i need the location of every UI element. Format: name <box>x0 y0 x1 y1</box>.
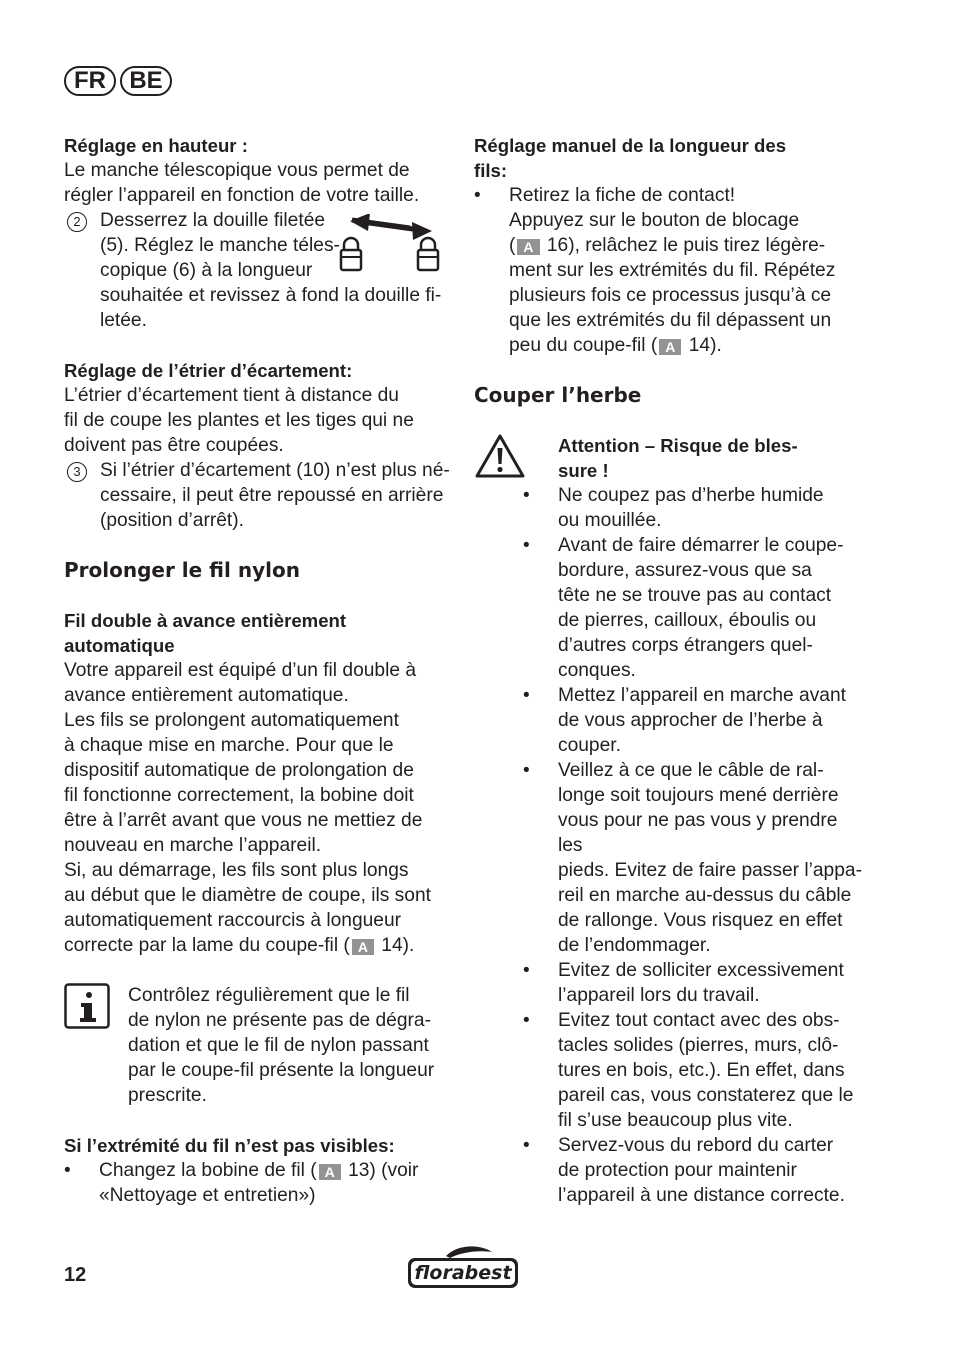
text-fragment: correcte par la lame du coupe-fil ( <box>64 935 350 956</box>
text-line: «Nettoyage et entretien») <box>99 1185 316 1206</box>
text-line: dation et que le fil de nylon passant <box>128 1035 429 1056</box>
text-line: l’appareil lors du travail. <box>558 985 760 1006</box>
heading-reglage-manuel-2: fils: <box>474 160 508 181</box>
text-line: couper. <box>558 735 621 756</box>
text-line: conques. <box>558 660 636 681</box>
text-fragment: 16), relâchez le puis tirez légère- <box>541 235 826 256</box>
text-line: Desserrez la douille filetée <box>100 210 326 231</box>
text-fragment: 13) (voir <box>342 1160 419 1181</box>
text-line: d’autres corps étrangers quel- <box>558 635 813 656</box>
list-item <box>523 1133 866 1208</box>
heading-reglage-etrier: Réglage de l’étrier d’écartement: <box>64 360 353 381</box>
text-line: doivent pas être coupées. <box>64 435 284 456</box>
bullet-dot: • <box>523 960 530 981</box>
text-line: fil s’use beaucoup plus vite. <box>558 1110 793 1131</box>
text-line: ou mouillée. <box>558 510 662 531</box>
text-line: que les extrémités du fil dépassent un <box>509 310 832 331</box>
text-line: tête ne se trouve pas au contact <box>558 585 832 606</box>
text-line: Si, au démarrage, les fils sont plus longs <box>64 860 409 881</box>
text-line: être à l’arrêt avant que vous ne mettiez de <box>64 810 423 831</box>
text-line: nouveau en marche l’appareil. <box>64 835 322 856</box>
text-line-with-ref <box>509 233 866 258</box>
heading-prolonger-fil: Prolonger le fil nylon <box>64 558 300 582</box>
text-line: au début que le diamètre de coupe, ils sont <box>64 885 431 906</box>
bullet-dot: • <box>64 1160 71 1181</box>
text-line: reil en marche au-dessus du câble <box>558 885 852 906</box>
page-number: 12 <box>64 1264 87 1286</box>
text-line: Votre appareil est équipé d’un fil double à <box>64 660 417 681</box>
heading-reglage-hauteur: Réglage en hauteur : <box>64 135 248 156</box>
logo-text: florabest <box>414 1262 512 1284</box>
text-line: (position d’arrêt). <box>100 510 244 531</box>
figure-ref-a: A <box>517 239 539 255</box>
lang-badge-fr: FR <box>64 66 116 96</box>
text-line: Evitez de solliciter excessivement <box>558 960 844 981</box>
list-item <box>523 483 866 533</box>
language-badges <box>64 66 172 96</box>
text-line: Avant de faire démarrer le coupe- <box>558 535 844 556</box>
text-line: letée. <box>100 310 147 331</box>
text-line: longe soit toujours mené derrière <box>558 785 839 806</box>
text-line: cessaire, il peut être repoussé en arrière <box>100 485 444 506</box>
text-line: pieds. Evitez de faire passer l’appa- <box>558 860 862 881</box>
heading-fil-double-2: automatique <box>64 635 175 656</box>
lang-badge-be: BE <box>120 66 172 96</box>
warning-block <box>474 433 866 483</box>
text-fragment: 14). <box>375 935 415 956</box>
text-fragment: peu du coupe-fil ( <box>509 335 658 356</box>
text-line: fil fonctionne correctement, la bobine doit <box>64 785 414 806</box>
text-line: de rallonge. Vous risquez en effet <box>558 910 843 931</box>
text-line: Appuyez sur le bouton de blocage <box>509 210 800 231</box>
list-item <box>523 758 866 958</box>
text-line: à chaque mise en marche. Pour que le <box>64 735 394 756</box>
heading-fil-double: Fil double à avance entièrement <box>64 610 347 631</box>
bullet-dot: • <box>523 485 530 506</box>
info-note <box>64 983 456 1108</box>
step-number: 3 <box>67 462 87 482</box>
left-column <box>64 133 456 1208</box>
text-line: vous pour ne pas vous y prendre les <box>558 810 838 856</box>
text-line: par le coupe-fil présente la longueur <box>128 1060 435 1081</box>
text-line: souhaitée et revissez à fond la douille fi- <box>100 285 442 306</box>
text-line: tacles solides (pierres, murs, clô- <box>558 1035 839 1056</box>
text-line: Le manche télescopique vous permet de <box>64 160 410 181</box>
text-line: de protection pour maintenir <box>558 1160 797 1181</box>
text-line: avance entièrement automatique. <box>64 685 349 706</box>
text-line: dispositif automatique de prolongation de <box>64 760 414 781</box>
text-line: régler l’appareil en fonction de votre taille. <box>64 185 420 206</box>
heading-reglage-manuel: Réglage manuel de la longueur des <box>474 135 787 156</box>
warning-list <box>474 483 866 1208</box>
text-line-with-ref <box>99 1158 456 1183</box>
step-3 <box>64 458 456 533</box>
florabest-logo <box>406 1246 520 1290</box>
text-line: Contrôlez régulièrement que le fil <box>128 985 410 1006</box>
text-line: de nylon ne présente pas de dégra- <box>128 1010 431 1031</box>
text-line: Retirez la fiche de contact! <box>509 185 736 206</box>
text-line-with-ref <box>64 933 456 958</box>
text-line: Ne coupez pas d’herbe humide <box>558 485 824 506</box>
warning-title-2: sure ! <box>558 460 609 481</box>
bullet-dot: • <box>523 1010 530 1031</box>
text-line: (5). Réglez le manche téles- <box>100 235 340 256</box>
text-line: automatiquement raccourcis à longueur <box>64 910 402 931</box>
bullet-dot: • <box>523 1135 530 1156</box>
right-column <box>474 133 866 1208</box>
heading-couper-herbe: Couper l’herbe <box>474 383 642 407</box>
text-line: Mettez l’appareil en marche avant <box>558 685 846 706</box>
figure-ref-a: A <box>319 1164 341 1180</box>
text-line: l’appareil à une distance correcte. <box>558 1185 845 1206</box>
list-item <box>474 183 866 358</box>
bullet-dot: • <box>474 185 481 206</box>
warning-triangle-icon <box>474 433 526 479</box>
warning-title: Attention – Risque de bles- <box>558 435 798 456</box>
text-line: bordure, assurez-vous que sa <box>558 560 812 581</box>
list-item <box>523 1008 866 1133</box>
text-line: fil de coupe les plantes et les tiges qui ne <box>64 410 414 431</box>
text-line: de vous approcher de l’herbe à <box>558 710 823 731</box>
text-line: ment sur les extrémités du fil. Répétez <box>509 260 836 281</box>
text-line: Servez-vous du rebord du carter <box>558 1135 834 1156</box>
text-line-with-ref <box>509 333 866 358</box>
text-line: pareil cas, vous constaterez que le <box>558 1085 854 1106</box>
list-item <box>523 533 866 683</box>
bullet-dot: • <box>523 535 530 556</box>
bullet-dot: • <box>523 760 530 781</box>
list-item <box>64 1158 456 1208</box>
text-line: prescrite. <box>128 1085 207 1106</box>
text-line: Veillez à ce que le câble de ral- <box>558 760 824 781</box>
text-line: plusieurs fois ce processus jusqu’à ce <box>509 285 832 306</box>
text-fragment: ( <box>509 235 516 256</box>
text-line: L’étrier d’écartement tient à distance du <box>64 385 399 406</box>
text-line: Si l’étrier d’écartement (10) n’est plus né- <box>100 460 450 481</box>
bullet-dot: • <box>523 685 530 706</box>
step-number: 2 <box>67 212 87 232</box>
figure-ref-a: A <box>659 339 681 355</box>
heading-extremite: Si l’extrémité du fil n’est pas visibles: <box>64 1135 395 1156</box>
text-line: de l’endommager. <box>558 935 711 956</box>
text-line: de pierres, cailloux, éboulis ou <box>558 610 817 631</box>
list-item <box>523 958 866 1008</box>
resize-arrow-icon <box>274 214 454 274</box>
list-item <box>523 683 866 758</box>
text-line: Evitez tout contact avec des obs- <box>558 1010 840 1031</box>
text-line: Les fils se prolongent automatiquement <box>64 710 399 731</box>
text-line: tures en bois, etc.). En effet, dans <box>558 1060 845 1081</box>
text-fragment: Changez la bobine de fil ( <box>99 1160 317 1181</box>
figure-ref-a: A <box>352 939 374 955</box>
info-icon <box>64 983 110 1029</box>
text-fragment: 14). <box>683 335 722 356</box>
text-line: copique (6) à la longueur <box>100 260 313 281</box>
